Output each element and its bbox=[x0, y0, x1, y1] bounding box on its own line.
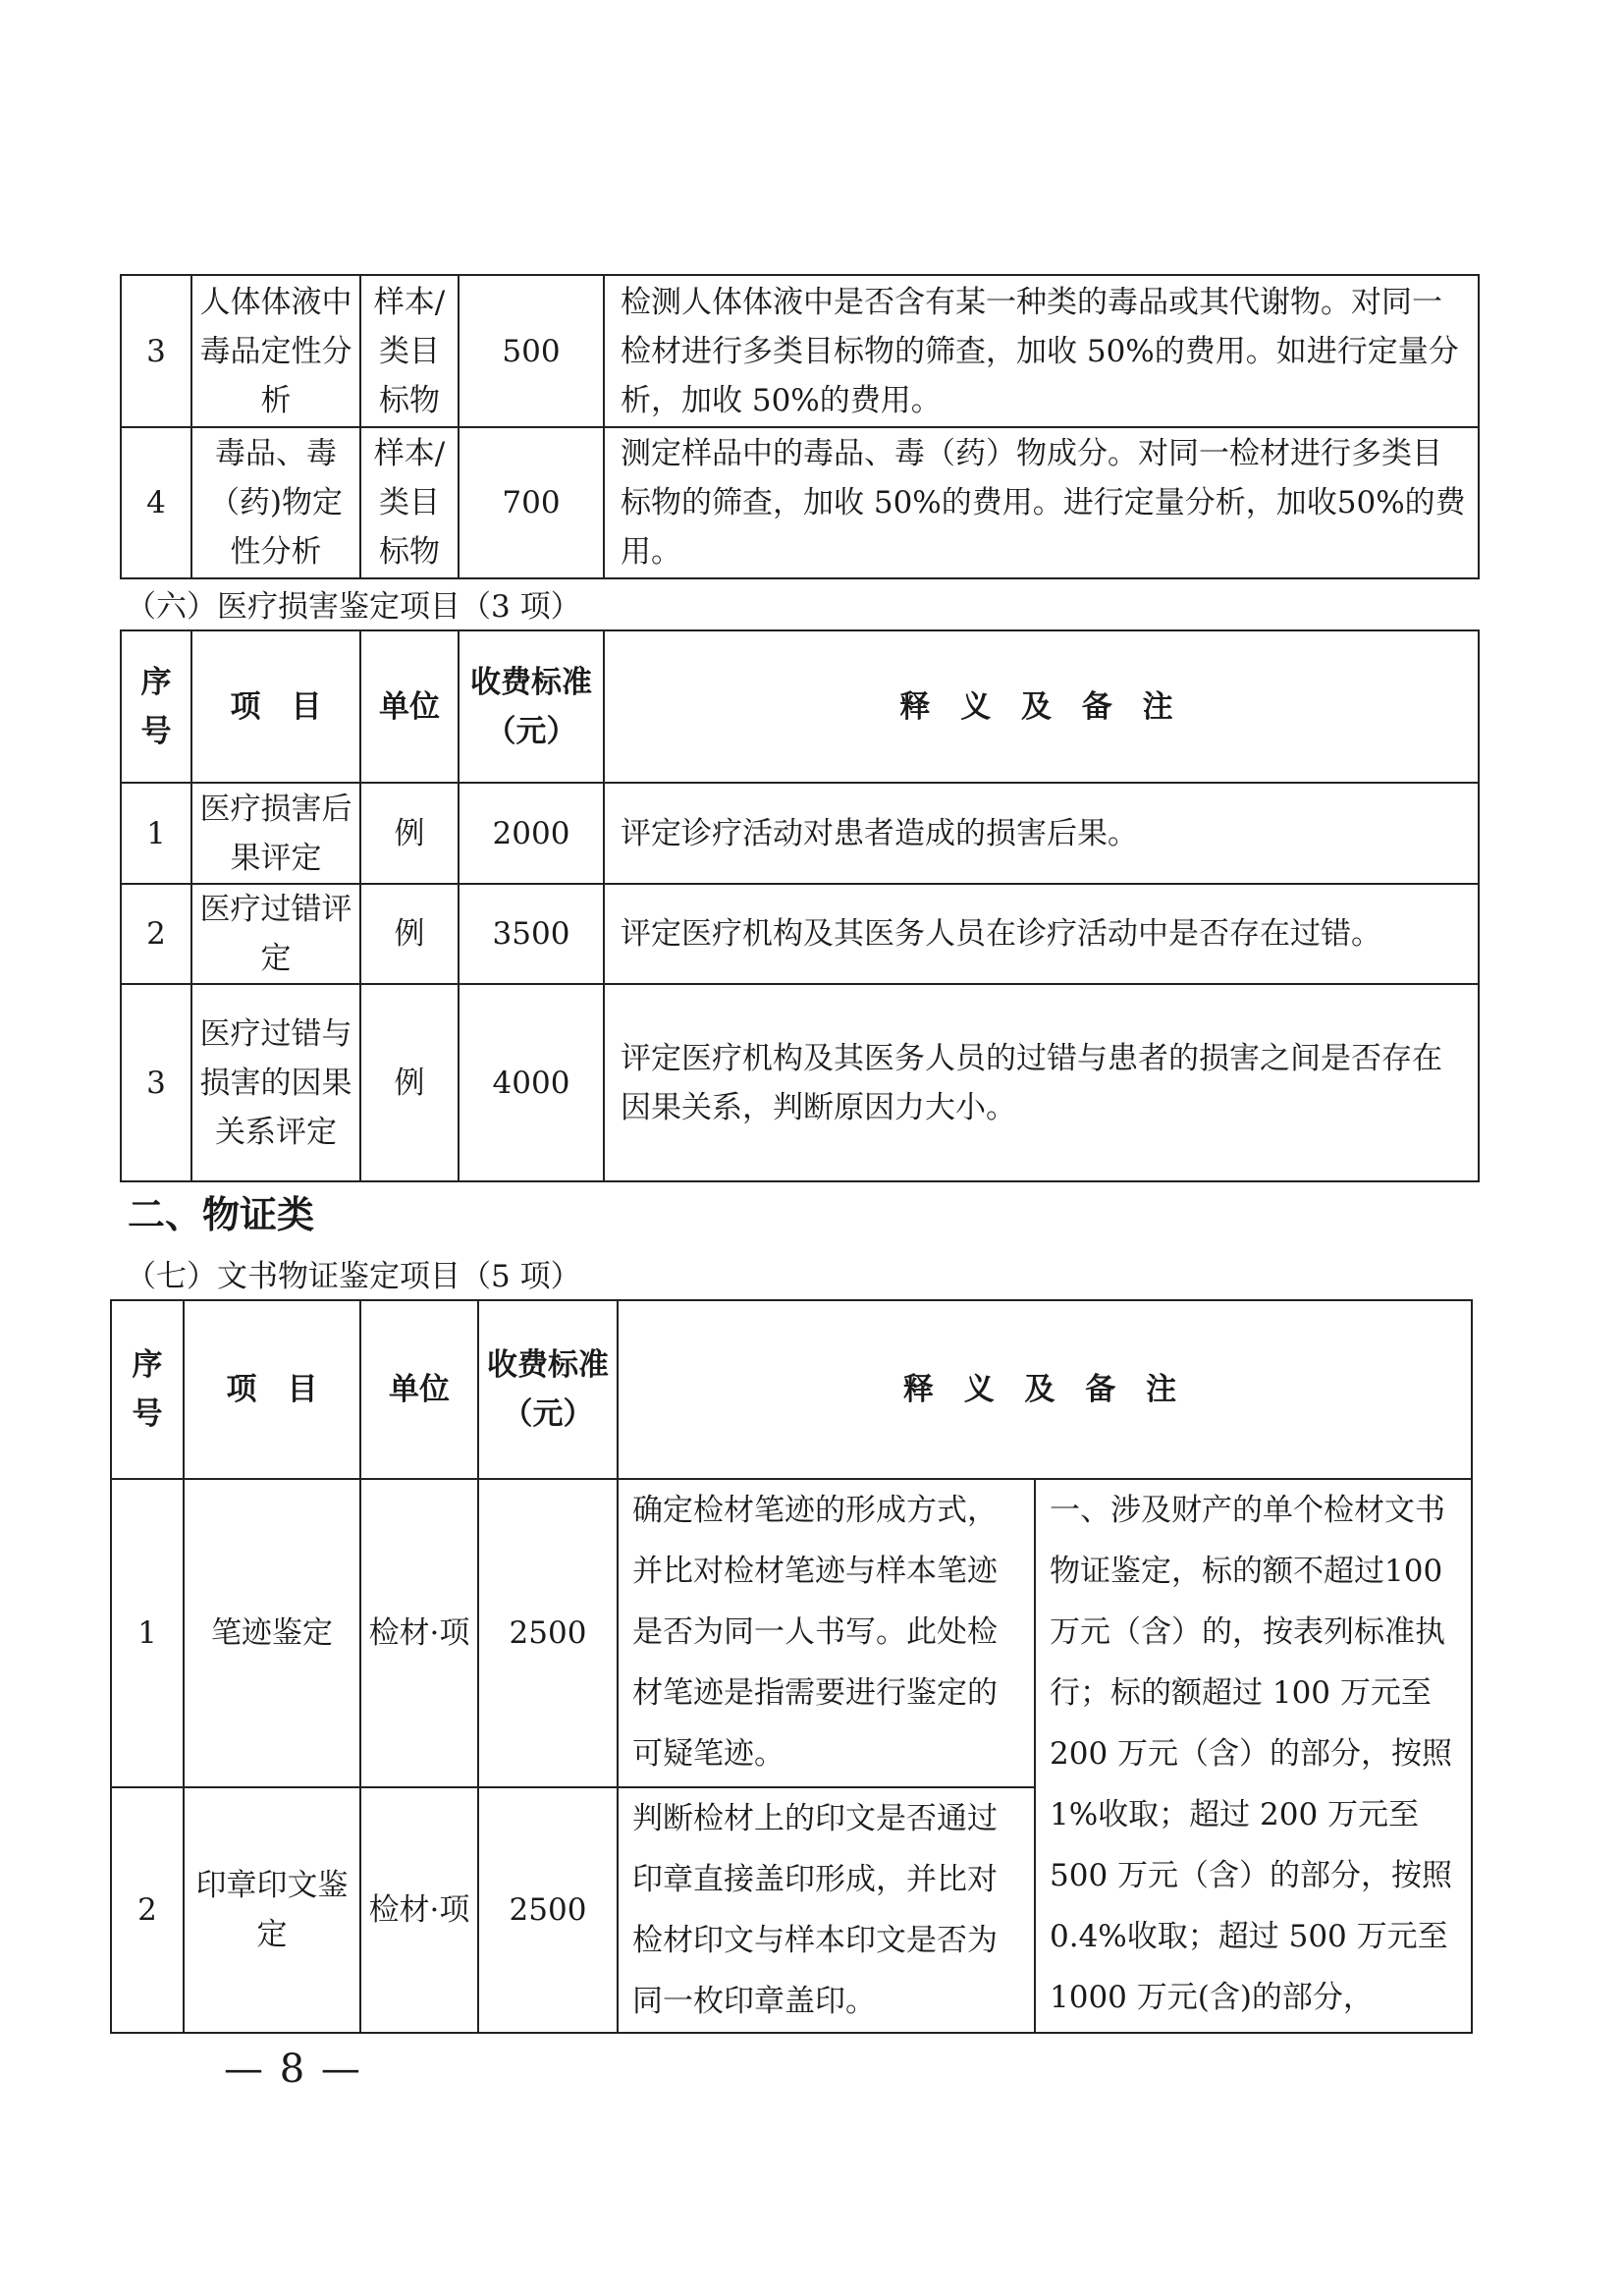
unit: 检材·项 bbox=[360, 1787, 478, 2033]
description: 确定检材笔迹的形成方式，并比对检材笔迹与样本笔迹是否为同一人书写。此处检材笔迹是指需要进行鉴定的可疑笔迹。 bbox=[618, 1479, 1035, 1787]
table-continued bbox=[120, 274, 1480, 579]
unit: 样本/类目标物 bbox=[360, 275, 459, 427]
table-header-row bbox=[111, 1300, 1472, 1479]
description: 评定医疗机构及其医务人员的过错与患者的损害之间是否存在因果关系，判断原因力大小。 bbox=[604, 984, 1479, 1181]
row-number: 4 bbox=[121, 427, 191, 578]
row-number: 3 bbox=[121, 984, 191, 1181]
header-item: 项 目 bbox=[191, 630, 360, 783]
table-row bbox=[121, 275, 1479, 427]
row-number: 1 bbox=[121, 783, 191, 884]
description: 测定样品中的毒品、毒（药）物成分。对同一检材进行多类目标物的筛查，加收 50%的费用。进行定量分析，加收50%的费用。 bbox=[604, 427, 1479, 578]
unit: 样本/类目标物 bbox=[360, 427, 459, 578]
item-name: 毒品、毒（药)物定性分析 bbox=[191, 427, 360, 578]
header-item: 项 目 bbox=[184, 1300, 360, 1479]
header-unit: 单位 bbox=[360, 630, 459, 783]
fee: 4000 bbox=[459, 984, 604, 1181]
row-number: 3 bbox=[121, 275, 191, 427]
unit: 检材·项 bbox=[360, 1479, 478, 1787]
item-name: 人体体液中毒品定性分析 bbox=[191, 275, 360, 427]
header-no: 序号 bbox=[111, 1300, 184, 1479]
table-row bbox=[121, 427, 1479, 578]
header-fee: 收费标准（元） bbox=[478, 1300, 618, 1479]
header-unit: 单位 bbox=[360, 1300, 478, 1479]
row-number: 1 bbox=[111, 1479, 184, 1787]
unit: 例 bbox=[360, 783, 459, 884]
table-row bbox=[111, 1479, 1472, 1787]
remark: 一、涉及财产的单个检材文书物证鉴定，标的额不超过100 万元（含）的，按表列标准执行；标的额超过 100 万元至 200 万元（含）的部分，按照 1%收取；超过 200 万元至 500 万元（含）的部分，按照 0.4%收取；超过 500 万元至 1000 万元(含)的部分， bbox=[1035, 1479, 1472, 2033]
description: 评定医疗机构及其医务人员在诊疗活动中是否存在过错。 bbox=[604, 884, 1479, 984]
page-number: — 8 — bbox=[224, 2047, 362, 2092]
fee: 3500 bbox=[459, 884, 604, 984]
item-name: 医疗过错与损害的因果关系评定 bbox=[191, 984, 360, 1181]
item-name: 医疗损害后果评定 bbox=[191, 783, 360, 884]
item-name: 医疗过错评定 bbox=[191, 884, 360, 984]
unit: 例 bbox=[360, 884, 459, 984]
unit: 例 bbox=[360, 984, 459, 1181]
table-row bbox=[121, 884, 1479, 984]
header-fee: 收费标准（元） bbox=[459, 630, 604, 783]
document-evidence-table bbox=[110, 1299, 1473, 2034]
header-desc: 释 义 及 备 注 bbox=[604, 630, 1479, 783]
description: 评定诊疗活动对患者造成的损害后果。 bbox=[604, 783, 1479, 884]
item-name: 笔迹鉴定 bbox=[184, 1479, 360, 1787]
description: 检测人体体液中是否含有某一种类的毒品或其代谢物。对同一检材进行多类目标物的筛查，加收 50%的费用。如进行定量分析，加收 50%的费用。 bbox=[604, 275, 1479, 427]
fee: 2500 bbox=[478, 1787, 618, 2033]
header-desc: 释 义 及 备 注 bbox=[618, 1300, 1472, 1479]
section-heading: 二、物证类 bbox=[128, 1193, 315, 1236]
table-row bbox=[121, 984, 1479, 1181]
fee: 500 bbox=[459, 275, 604, 427]
header-no: 序号 bbox=[121, 630, 191, 783]
fee: 2500 bbox=[478, 1479, 618, 1787]
table-header-row bbox=[121, 630, 1479, 783]
fee: 2000 bbox=[459, 783, 604, 884]
row-number: 2 bbox=[121, 884, 191, 984]
row-number: 2 bbox=[111, 1787, 184, 2033]
medical-damage-table bbox=[120, 629, 1480, 1182]
description: 判断检材上的印文是否通过印章直接盖印形成，并比对检材印文与样本印文是否为同一枚印章盖印。 bbox=[618, 1787, 1035, 2033]
section-caption: （七）文书物证鉴定项目（5 项） bbox=[126, 1259, 581, 1294]
item-name: 印章印文鉴定 bbox=[184, 1787, 360, 2033]
section-caption: （六）医疗损害鉴定项目（3 项） bbox=[126, 589, 581, 625]
table-row bbox=[121, 783, 1479, 884]
fee: 700 bbox=[459, 427, 604, 578]
